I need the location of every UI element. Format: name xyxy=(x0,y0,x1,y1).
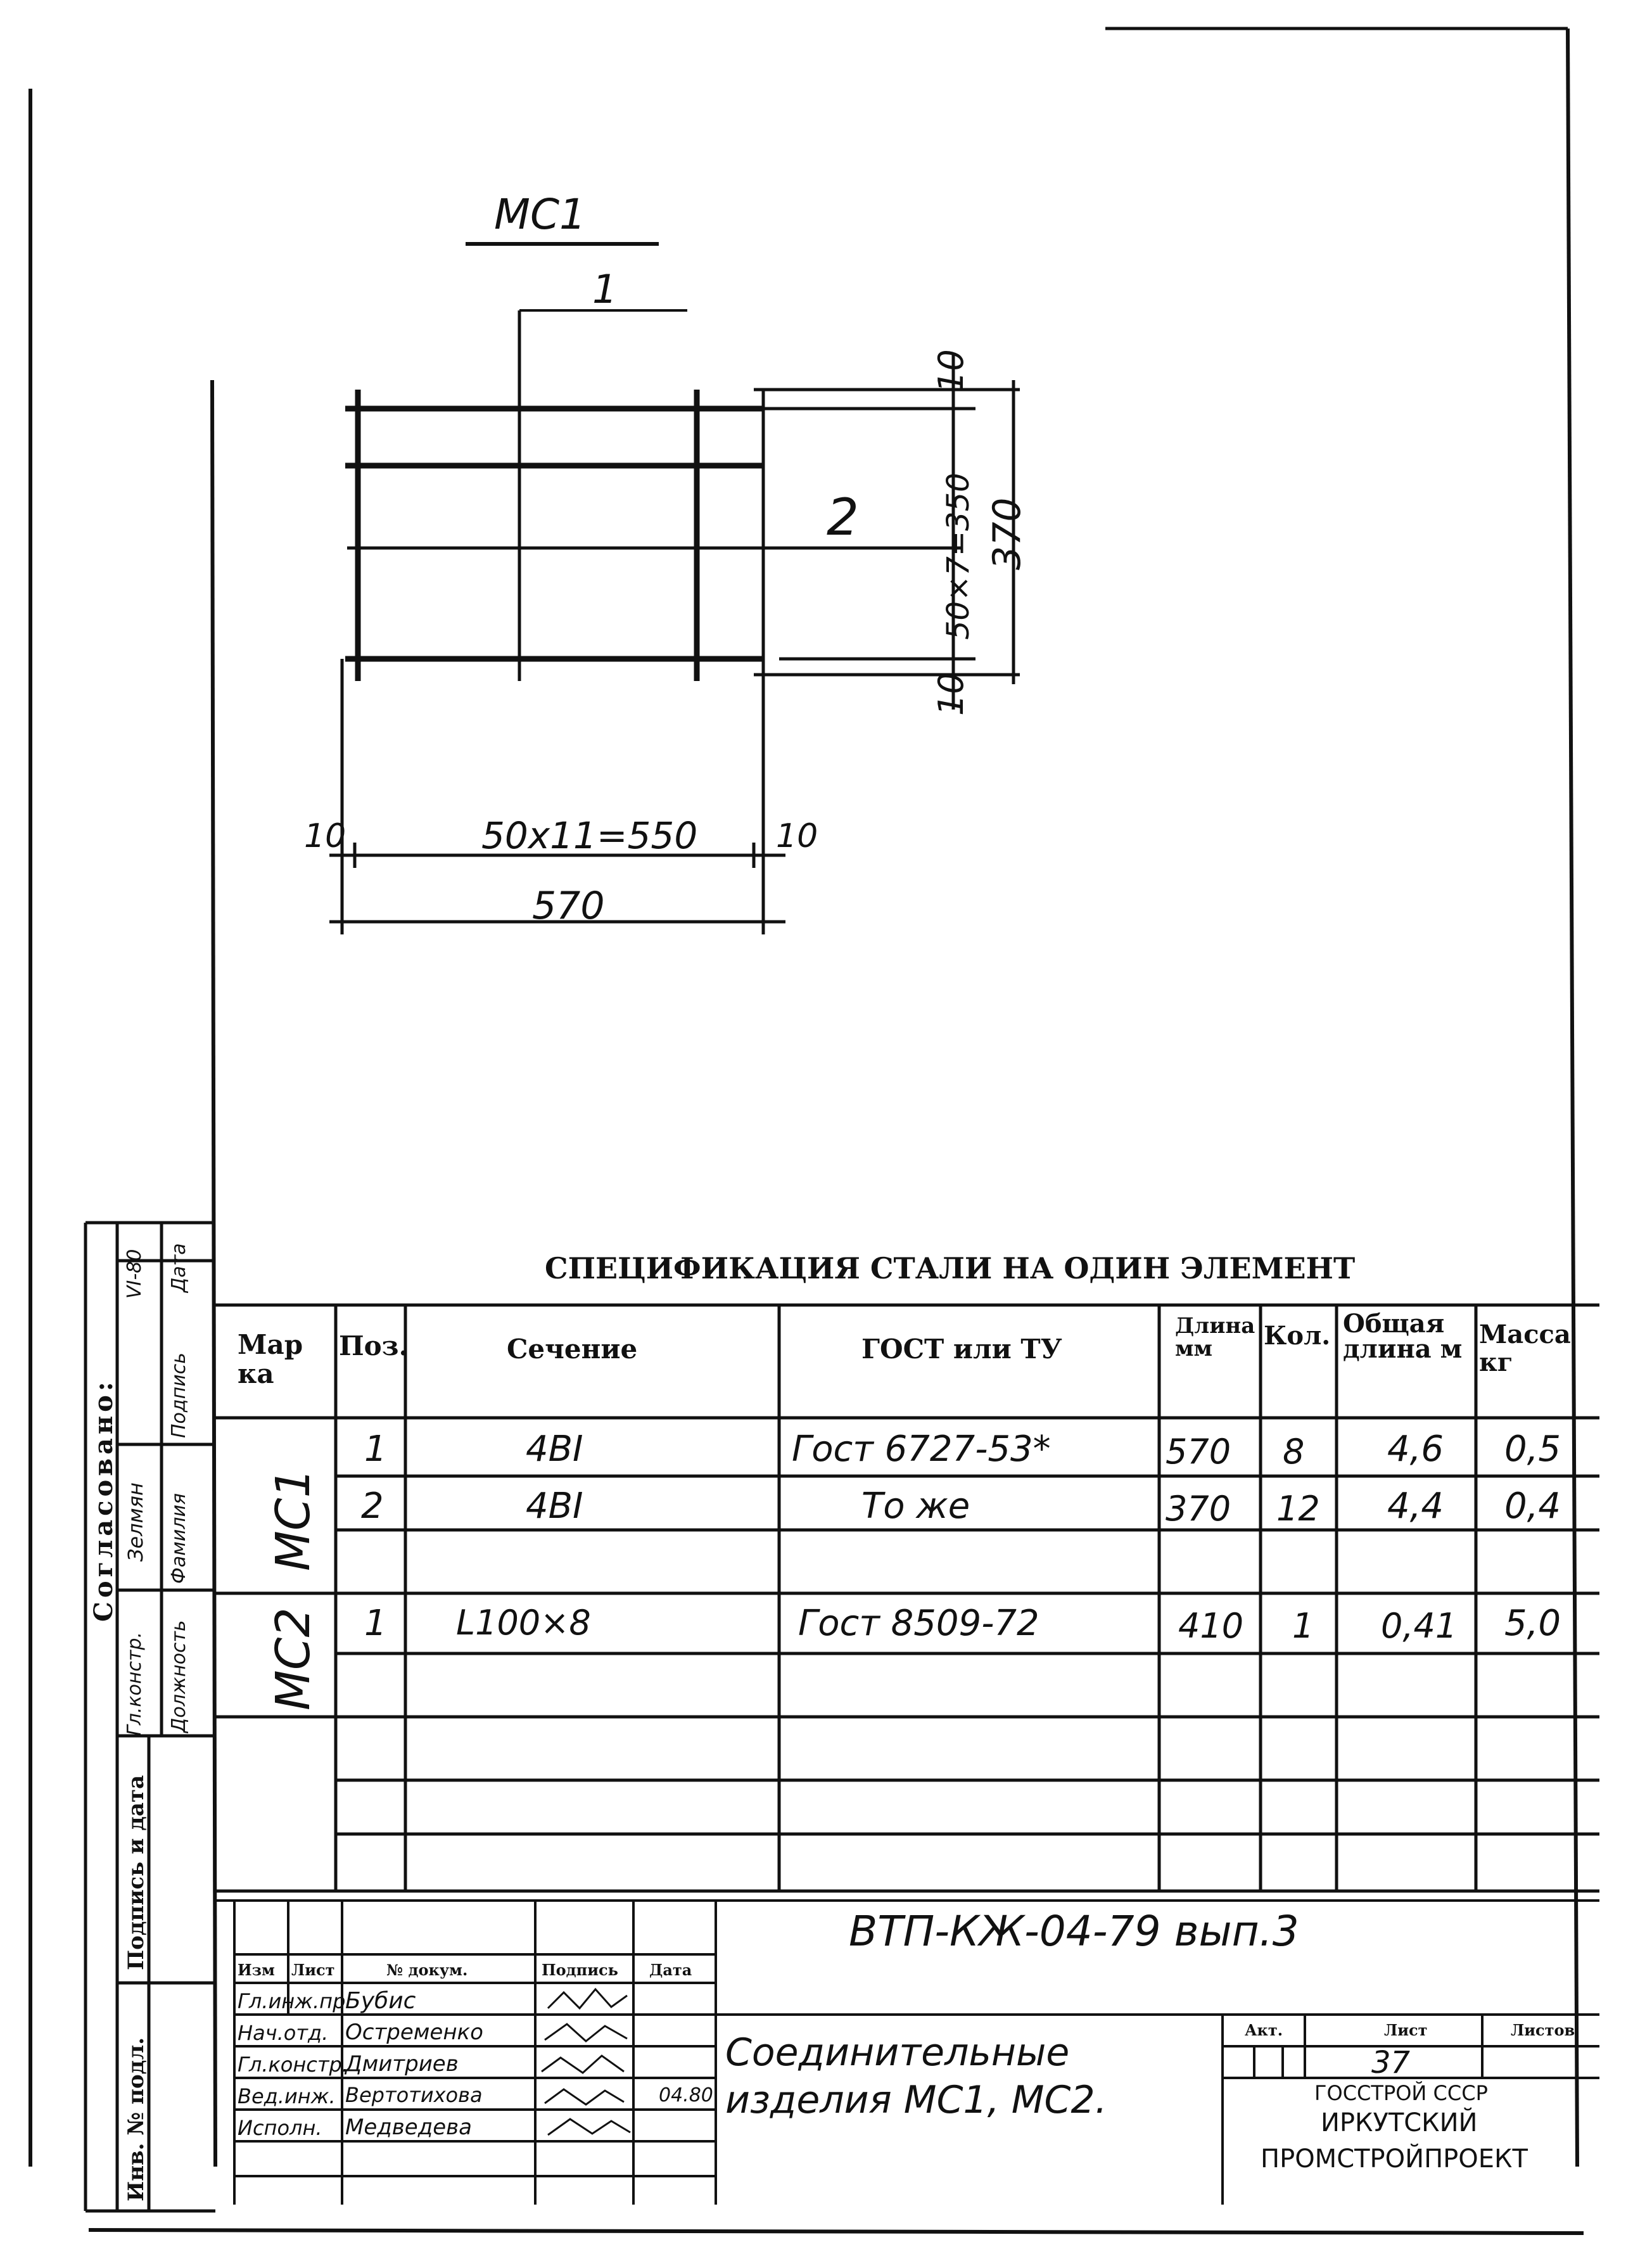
approval-date: VI-80 xyxy=(124,1249,146,1299)
cell-total: 4,4 xyxy=(1387,1486,1444,1527)
staff-name: Медведева xyxy=(345,2115,473,2140)
header-qty: Кол. xyxy=(1264,1321,1331,1351)
dim-right-end: 10 xyxy=(776,817,818,855)
staff-role: Вед.инж. xyxy=(238,2084,336,2108)
cell-section: L100×8 xyxy=(456,1603,591,1643)
spec-grid xyxy=(215,1305,1599,1891)
org-line1: ГОССТРОЙ СССР xyxy=(1314,2081,1488,2105)
sheet-label: Лист xyxy=(1384,2021,1428,2039)
staff-name: Остременко xyxy=(345,2020,483,2045)
cell-total: 0,41 xyxy=(1381,1606,1458,1646)
approval-col-signature: Подпись xyxy=(168,1353,190,1438)
staff-role: Исполн. xyxy=(238,2116,322,2140)
mark-group-mc1: МС1 xyxy=(266,1468,321,1571)
mark-group-mc2: МС2 xyxy=(266,1607,321,1710)
staff-name: Бубис xyxy=(345,1988,416,2014)
cell-pos: 1 xyxy=(364,1429,387,1470)
staff-role: Нач.отд. xyxy=(238,2021,329,2045)
dim-span: 50x11=550 xyxy=(481,814,698,857)
cell-gost: Гост 8509-72 xyxy=(798,1603,1039,1644)
cell-gost: То же xyxy=(861,1486,970,1527)
dim-top-end: 10 xyxy=(931,349,971,393)
cell-length: 370 xyxy=(1166,1489,1231,1529)
spec-title: СПЕЦИФИКАЦИЯ СТАЛИ НА ОДИН ЭЛЕМЕНТ xyxy=(545,1251,1356,1285)
cell-mass: 0,5 xyxy=(1504,1429,1561,1470)
position-label: 2 xyxy=(827,488,859,547)
org-line2: ИРКУТСКИЙ xyxy=(1321,2108,1478,2137)
signatures xyxy=(535,1983,633,2141)
tb-header-sheet: Лист xyxy=(291,1961,335,1979)
header-section: Сечение xyxy=(507,1334,638,1365)
approval-name: Зелмян xyxy=(124,1482,148,1562)
org-line3: ПРОМСТРОЙПРОЕКТ xyxy=(1261,2144,1528,2174)
cell-pos: 2 xyxy=(361,1486,384,1527)
dim-span-v: 50×7=350 xyxy=(941,473,976,640)
cell-length: 570 xyxy=(1166,1432,1231,1472)
dim-total-h: 570 xyxy=(532,884,605,928)
staff-name: Дмитриев xyxy=(345,2051,459,2077)
approval-col-date: Дата xyxy=(168,1243,190,1292)
cell-section: 4ВI xyxy=(526,1429,583,1470)
approval-role: Гл.констр. xyxy=(124,1631,146,1736)
stamp-sign-date: Подпись и дата xyxy=(124,1774,149,1970)
approval-col-position: Должность xyxy=(168,1620,190,1733)
header-length: Длина мм xyxy=(1175,1313,1255,1361)
staff-date: 04.80 xyxy=(659,2084,713,2106)
approval-label: Согласовано: xyxy=(89,1378,118,1622)
product-name-line1: Соединительные xyxy=(725,2030,1070,2075)
cell-section: 4ВI xyxy=(526,1486,583,1527)
stage-label: Акт. xyxy=(1245,2021,1283,2039)
header-mass: Масса кг xyxy=(1479,1320,1571,1377)
product-name-line2: изделия МС1, МС2. xyxy=(725,2078,1107,2122)
cell-qty: 12 xyxy=(1276,1489,1320,1529)
tb-header-change: Изм xyxy=(238,1961,275,1979)
sheet-number: 37 xyxy=(1371,2045,1411,2080)
cell-mass: 5,0 xyxy=(1504,1603,1561,1644)
dim-left-end: 10 xyxy=(304,817,346,855)
cell-pos: 1 xyxy=(364,1603,387,1644)
dim-total-v: 370 xyxy=(985,497,1029,570)
cell-total: 4,6 xyxy=(1387,1429,1444,1470)
cell-qty: 1 xyxy=(1292,1606,1314,1646)
staff-name: Вертотихова xyxy=(345,2083,483,2107)
staff-role: Гл.инж.пр xyxy=(238,1989,346,2013)
cell-qty: 8 xyxy=(1283,1432,1305,1472)
tb-header-docno: № докум. xyxy=(386,1961,468,1979)
header-gost: ГОСТ или ТУ xyxy=(861,1334,1062,1365)
staff-role: Гл.констр. xyxy=(238,2053,348,2077)
header-total: Общая длина м xyxy=(1343,1309,1463,1364)
doc-code: ВТП-КЖ-04-79 вып.3 xyxy=(849,1907,1299,1956)
cell-gost: Гост 6727-53* xyxy=(792,1429,1051,1470)
header-pos: Поз. xyxy=(339,1330,409,1361)
drawing-title: МС1 xyxy=(494,190,587,239)
dim-bottom-end: 10 xyxy=(931,672,971,716)
approval-col-surname: Фамилия xyxy=(168,1493,190,1584)
header-mark: Мар ка xyxy=(238,1329,303,1389)
section-mark: 1 xyxy=(592,266,618,312)
tb-header-date: Дата xyxy=(649,1961,692,1979)
sheets-label: Листов xyxy=(1511,2021,1575,2039)
mesh-drawing xyxy=(345,390,763,681)
tb-header-signature: Подпись xyxy=(542,1961,618,1979)
cell-length: 410 xyxy=(1178,1606,1244,1646)
stamp-inv-no: Инв. № подл. xyxy=(124,2037,149,2201)
cell-mass: 0,4 xyxy=(1504,1486,1561,1527)
